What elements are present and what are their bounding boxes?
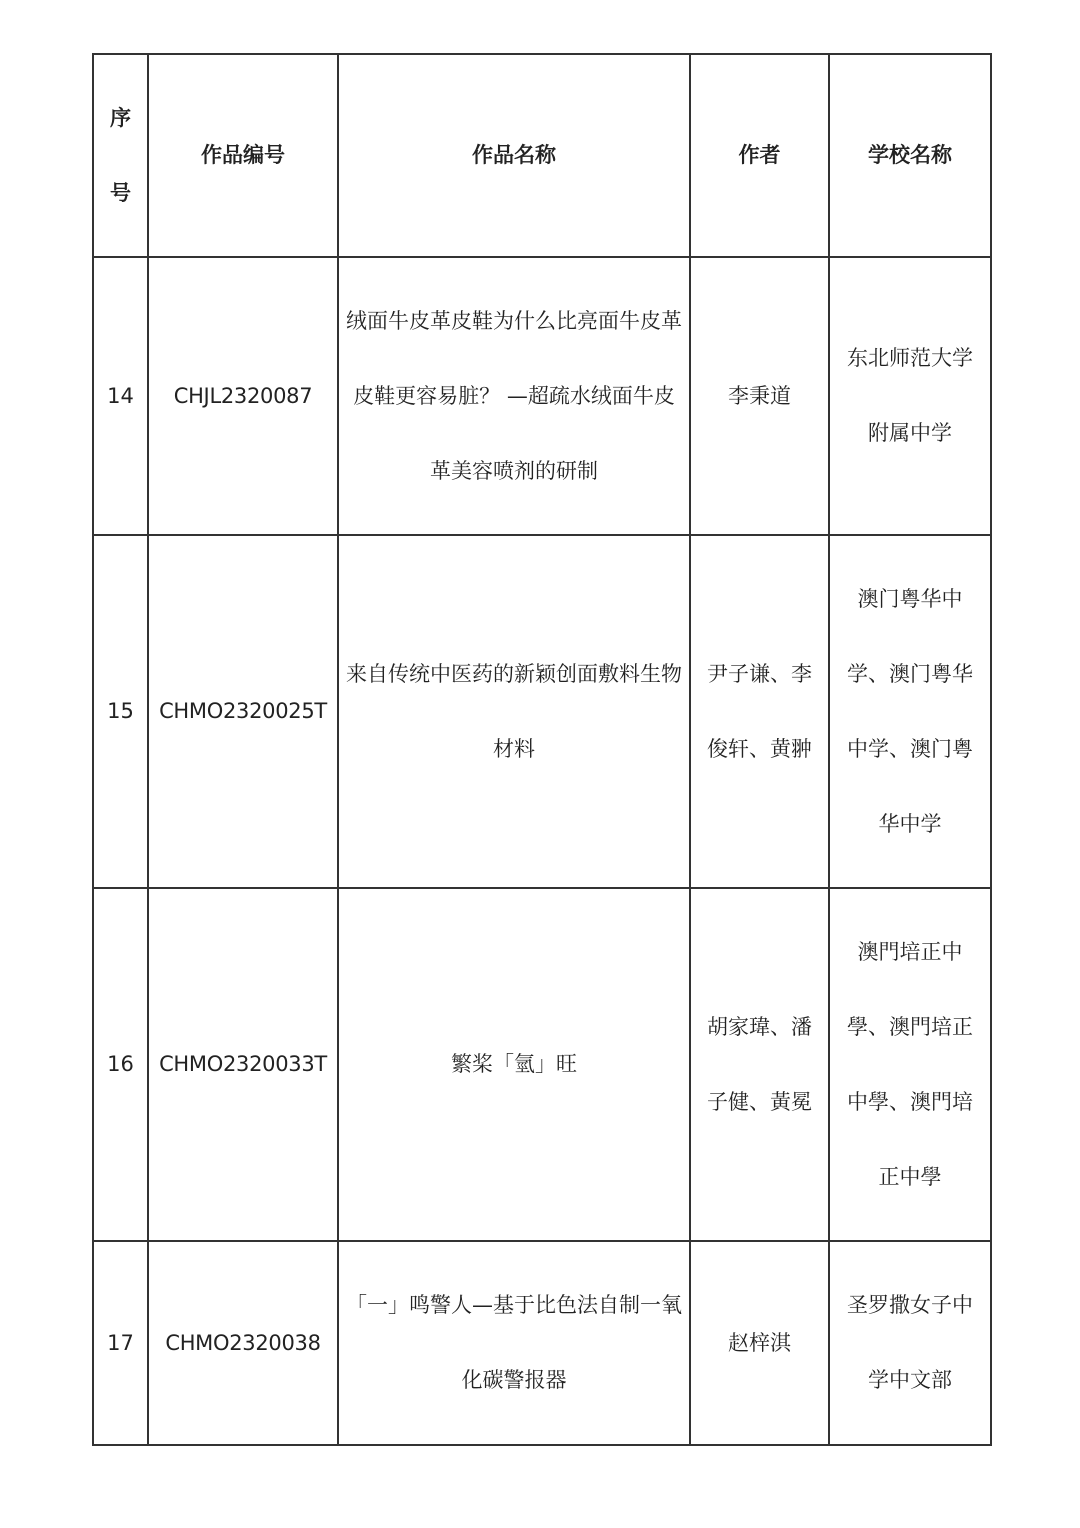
header-school: 学校名称 — [829, 54, 991, 257]
school-text: 圣罗撒女子中学中文部 — [847, 1293, 973, 1392]
author-cell — [690, 535, 829, 888]
seq-cell: 15 — [93, 535, 148, 888]
table-row — [93, 888, 991, 1241]
school-cell — [829, 888, 991, 1241]
id-cell: CHMO2320038 — [148, 1241, 338, 1445]
id-cell: CHMO2320025T — [148, 535, 338, 888]
school-text: 澳门粤华中学、澳门粤华中学、澳门粤华中学 — [847, 586, 973, 836]
table-row — [93, 535, 991, 888]
table-row — [93, 1241, 991, 1445]
title-cell — [338, 257, 690, 535]
title-cell — [338, 888, 690, 1241]
school-text: 澳門培正中學、澳門培正中學、澳門培正中學 — [847, 939, 973, 1189]
author-text: 赵梓淇 — [728, 1330, 791, 1355]
title-cell — [338, 1241, 690, 1445]
school-cell — [829, 535, 991, 888]
title-text: 「一」鸣警人—基于比色法自制一氧化碳警报器 — [346, 1293, 682, 1392]
school-cell — [829, 1241, 991, 1445]
author-text: 胡家瑋、潘子健、黃冕 — [707, 1014, 812, 1114]
award-table — [92, 53, 992, 1446]
school-cell — [829, 257, 991, 535]
header-author: 作者 — [690, 54, 829, 257]
header-id: 作品编号 — [148, 54, 338, 257]
school-text: 东北师范大学附属中学 — [847, 346, 973, 445]
id-cell: CHMO2320033T — [148, 888, 338, 1241]
seq-cell: 17 — [93, 1241, 148, 1445]
title-text: 来自传统中医药的新颖创面敷料生物材料 — [346, 661, 682, 761]
header-row — [93, 54, 991, 257]
seq-cell: 14 — [93, 257, 148, 535]
header-title: 作品名称 — [338, 54, 690, 257]
author-cell — [690, 1241, 829, 1445]
author-text: 尹子谦、李俊轩、黄翀 — [707, 661, 812, 761]
title-text: 繁桨「氫」旺 — [451, 1052, 577, 1076]
title-cell — [338, 535, 690, 888]
author-cell — [690, 257, 829, 535]
seq-cell: 16 — [93, 888, 148, 1241]
author-text: 李秉道 — [728, 383, 791, 408]
table-row — [93, 257, 991, 535]
author-cell — [690, 888, 829, 1241]
header-seq: 序号 — [93, 54, 148, 257]
id-cell: CHJL2320087 — [148, 257, 338, 535]
title-text: 绒面牛皮革皮鞋为什么比亮面牛皮革皮鞋更容易脏？ —超疏水绒面牛皮革美容喷剂的研制 — [346, 308, 682, 483]
